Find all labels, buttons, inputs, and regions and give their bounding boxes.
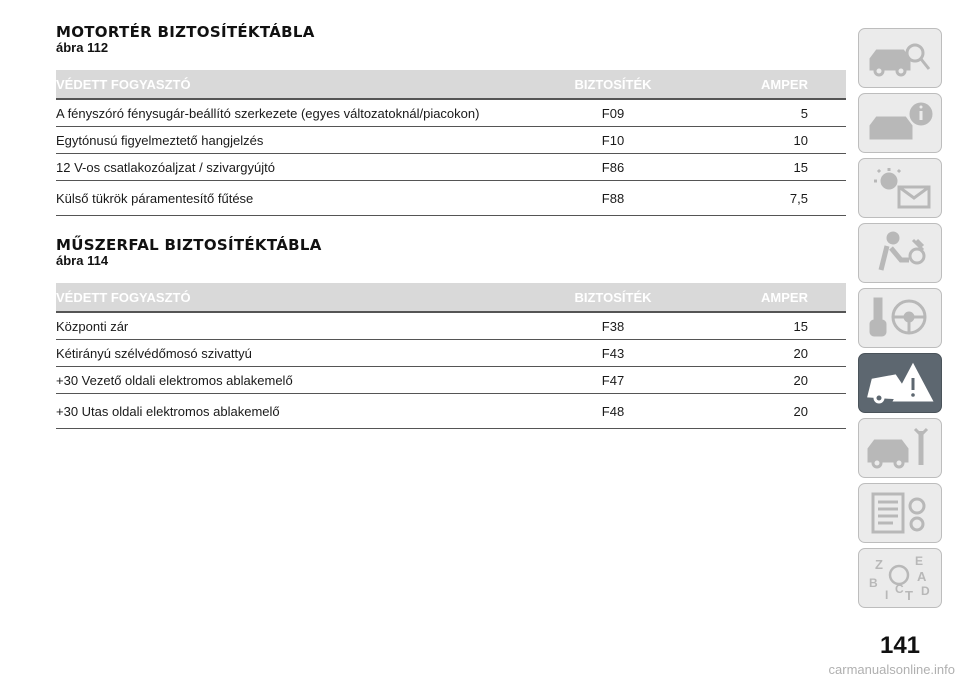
cell-fuse: F43: [548, 340, 678, 367]
cell-fuse: F47: [548, 367, 678, 394]
tab-warning-lights[interactable]: [858, 158, 942, 218]
header-ampere: AMPER: [678, 70, 846, 99]
section-dashboard: [56, 237, 322, 268]
car-service-wrench-icon: [865, 425, 935, 471]
cell-consumer: Külső tükrök páramentesítő fűtése: [56, 181, 548, 216]
warning-lights-message-icon: [865, 165, 935, 211]
fuse-table-engine: [56, 70, 846, 216]
cell-ampere: 7,5: [678, 181, 846, 216]
table-row: [56, 367, 846, 394]
index-letter: I: [885, 588, 889, 601]
alphabetical-index-icon: [865, 555, 935, 601]
section-engine: [56, 24, 315, 55]
table-row: [56, 99, 846, 127]
header-consumer: VÉDETT FOGYASZTÓ: [56, 70, 548, 99]
header-ampere: AMPER: [678, 283, 846, 312]
cell-ampere: 5: [678, 99, 846, 127]
cell-consumer: Központi zár: [56, 312, 548, 340]
tab-knowing-the-car[interactable]: [858, 28, 942, 88]
tab-safety-info[interactable]: [858, 93, 942, 153]
figure-reference: ábra 114: [56, 253, 109, 268]
cell-fuse: F86: [548, 154, 678, 181]
cell-fuse: F09: [548, 99, 678, 127]
car-info-icon: [865, 100, 935, 146]
header-consumer: VÉDETT FOGYASZTÓ: [56, 283, 548, 312]
car-breakdown-warning-icon: [865, 360, 935, 406]
index-letter: Z: [875, 557, 883, 572]
tab-technical-specs[interactable]: [858, 483, 942, 543]
cell-ampere: 20: [678, 394, 846, 429]
table-row: [56, 394, 846, 429]
airbag-passenger-icon: [865, 230, 935, 276]
table-row: [56, 340, 846, 367]
table-header-row: [56, 70, 846, 99]
specs-list-gear-icon: [865, 490, 935, 536]
tab-starting-driving[interactable]: [858, 288, 942, 348]
index-letter: E: [915, 555, 924, 568]
index-letter: D: [921, 584, 930, 598]
cell-ampere: 20: [678, 340, 846, 367]
header-fuse: BIZTOSÍTÉK: [548, 283, 678, 312]
cell-consumer: 12 V-os csatlakozóaljzat / szivargyújtó: [56, 154, 548, 181]
cell-fuse: F10: [548, 127, 678, 154]
index-letter: T: [905, 588, 913, 601]
cell-ampere: 15: [678, 154, 846, 181]
section-title: MŰSZERFAL BIZTOSÍTÉKTÁBLA: [56, 236, 322, 254]
cell-consumer: +30 Vezető oldali elektromos ablakemelő: [56, 367, 548, 394]
section-title: MOTORTÉR BIZTOSÍTÉKTÁBLA: [56, 23, 315, 41]
index-letter: B: [869, 576, 878, 590]
car-search-icon: [865, 35, 935, 81]
tab-safety[interactable]: [858, 223, 942, 283]
table-row: [56, 127, 846, 154]
cell-fuse: F48: [548, 394, 678, 429]
key-steering-wheel-icon: [865, 295, 935, 341]
page-number: 141: [879, 632, 921, 659]
cell-ampere: 10: [678, 127, 846, 154]
cell-fuse: F88: [548, 181, 678, 216]
cell-consumer: Kétirányú szélvédőmosó szivattyú: [56, 340, 548, 367]
index-letter: A: [917, 569, 927, 584]
cell-consumer: A fényszóró fénysugár-beállító szerkezete (egyes változatoknál/piacokon): [56, 99, 548, 127]
header-fuse: BIZTOSÍTÉK: [548, 70, 678, 99]
index-letter: C: [895, 582, 904, 596]
tab-index[interactable]: [858, 548, 942, 608]
cell-ampere: 15: [678, 312, 846, 340]
table-row: [56, 154, 846, 181]
table-header-row: [56, 283, 846, 312]
table-row: [56, 312, 846, 340]
chapter-tabs: [858, 28, 942, 613]
cell-consumer: +30 Utas oldali elektromos ablakemelő: [56, 394, 548, 429]
tab-servicing-care[interactable]: [858, 418, 942, 478]
cell-ampere: 20: [678, 367, 846, 394]
fuse-table-dashboard: [56, 283, 846, 429]
watermark: carmanualsonline.info: [828, 662, 955, 677]
cell-consumer: Egytónusú figyelmeztető hangjelzés: [56, 127, 548, 154]
figure-reference: ábra 112: [56, 40, 109, 55]
tab-in-an-emergency[interactable]: [858, 353, 942, 413]
table-row: [56, 181, 846, 216]
cell-fuse: F38: [548, 312, 678, 340]
